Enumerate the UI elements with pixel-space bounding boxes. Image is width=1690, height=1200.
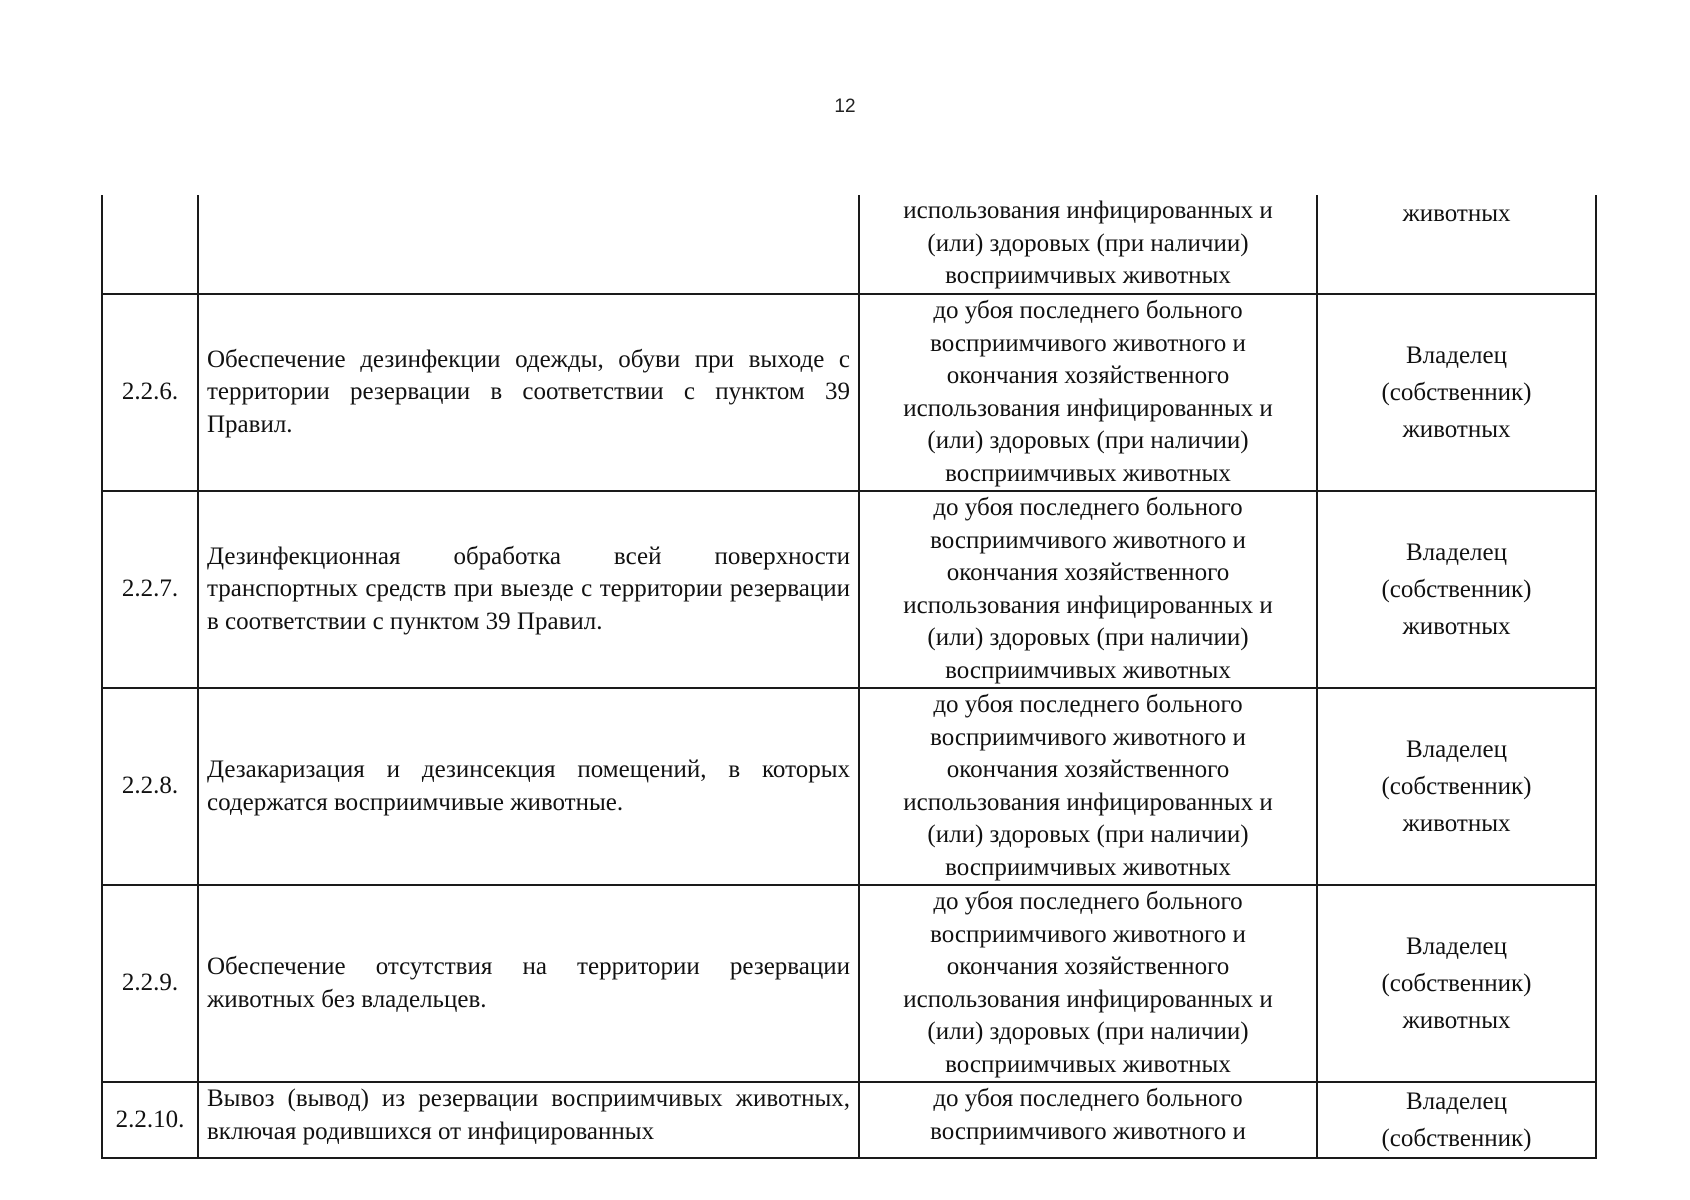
term-line: до убоя последнего больного (933, 494, 1243, 521)
responsible-line: Владелец (1405, 933, 1507, 960)
responsible-line: (собственник) (1381, 1125, 1532, 1152)
term-line: восприимчивого животного и (930, 526, 1246, 554)
responsible-cell (1317, 195, 1596, 294)
term-line: восприимчивых животных (945, 853, 1231, 881)
responsible-line: (собственник) (1381, 773, 1532, 800)
row-number: 2.2.10. (102, 1082, 198, 1158)
term-line: (или) здоровых (при наличии) (927, 821, 1249, 848)
term-line: окончания хозяйственного (946, 362, 1230, 389)
row-number: 2.2.7. (102, 491, 198, 688)
term-line: восприимчивого животного и (930, 723, 1246, 751)
row-description: Обеспечение отсутствия на территории резервации животных без владельцев. (198, 885, 859, 1082)
term-line: до убоя последнего больного (933, 297, 1243, 324)
term-line: восприимчивого животного и (930, 920, 1246, 948)
term-line: восприимчивого животного и (930, 329, 1246, 357)
term-cell (859, 195, 1317, 294)
responsible-line: животных (1402, 416, 1511, 443)
term-line: до убоя последнего больного (933, 1085, 1243, 1112)
responsible-line: животных (1402, 810, 1511, 837)
responsible-line: Владелец (1405, 736, 1507, 763)
number-cell (102, 195, 198, 294)
row-description: Обеспечение дезинфекции одежды, обуви при выходе с территории резервации в соответствии с пунктом 39 Правил. (198, 294, 859, 491)
responsible-line: (собственник) (1381, 576, 1532, 603)
responsible-cell (1317, 1082, 1596, 1158)
table-row (102, 1082, 1596, 1158)
row-number: 2.2.6. (102, 294, 198, 491)
term-line: (или) здоровых (при наличии) (927, 1018, 1249, 1045)
responsible-line: Владелец (1405, 1088, 1507, 1115)
description-cell (198, 195, 859, 294)
term-cell (859, 688, 1317, 885)
term-line: восприимчивых животных (945, 1050, 1231, 1078)
term-line: окончания хозяйственного (946, 559, 1230, 586)
responsible-cell (1317, 688, 1596, 885)
table-row (102, 688, 1596, 885)
page-number: 12 (834, 96, 856, 117)
responsible-line: (собственник) (1381, 970, 1532, 997)
term-cell (859, 491, 1317, 688)
term-line: окончания хозяйственного (946, 756, 1230, 783)
row-description: Вывоз (вывод) из резервации восприимчивых животных, включая родившихся от инфицированных (198, 1082, 859, 1158)
responsible-cell (1317, 491, 1596, 688)
row-description: Дезакаризация и дезинсекция помещений, в которых содержатся восприимчивые животные. (198, 688, 859, 885)
responsible-line: (собственник) (1381, 379, 1532, 406)
term-line: восприимчивых животных (945, 656, 1231, 684)
measures-table (101, 195, 1597, 1159)
term-line: восприимчивых животных (945, 262, 1231, 290)
responsible-line: животных (1402, 613, 1511, 640)
term-line: (или) здоровых (при наличии) (927, 427, 1249, 454)
term-cell (859, 885, 1317, 1082)
term-cell (859, 1082, 1317, 1158)
term-line: (или) здоровых (при наличии) (927, 229, 1249, 257)
responsible-cell (1317, 885, 1596, 1082)
term-line: восприимчивого животного и (930, 1117, 1246, 1145)
term-line: использования инфицированных и (903, 197, 1273, 225)
responsible-line: животных (1402, 1007, 1511, 1034)
term-line: использования инфицированных и (903, 788, 1273, 816)
term-line: (или) здоровых (при наличии) (927, 624, 1249, 651)
table-row-continuation (102, 195, 1596, 294)
responsible-line: Владелец (1405, 342, 1507, 369)
row-number: 2.2.8. (102, 688, 198, 885)
term-line: восприимчивых животных (945, 459, 1231, 487)
term-line: до убоя последнего больного (933, 691, 1243, 718)
responsible-line: животных (1402, 200, 1511, 227)
responsible-cell (1317, 294, 1596, 491)
row-description: Дезинфекционная обработка всей поверхности транспортных средств при выезде с территории резервации в соответствии с пунктом 39 Правил. (198, 491, 859, 688)
term-line: использования инфицированных и (903, 591, 1273, 619)
table-row (102, 491, 1596, 688)
table-row (102, 885, 1596, 1082)
term-line: окончания хозяйственного (946, 953, 1230, 980)
responsible-line: Владелец (1405, 539, 1507, 566)
table-row (102, 294, 1596, 491)
term-cell (859, 294, 1317, 491)
term-line: использования инфицированных и (903, 394, 1273, 422)
term-line: до убоя последнего больного (933, 888, 1243, 915)
row-number: 2.2.9. (102, 885, 198, 1082)
term-line: использования инфицированных и (903, 985, 1273, 1013)
